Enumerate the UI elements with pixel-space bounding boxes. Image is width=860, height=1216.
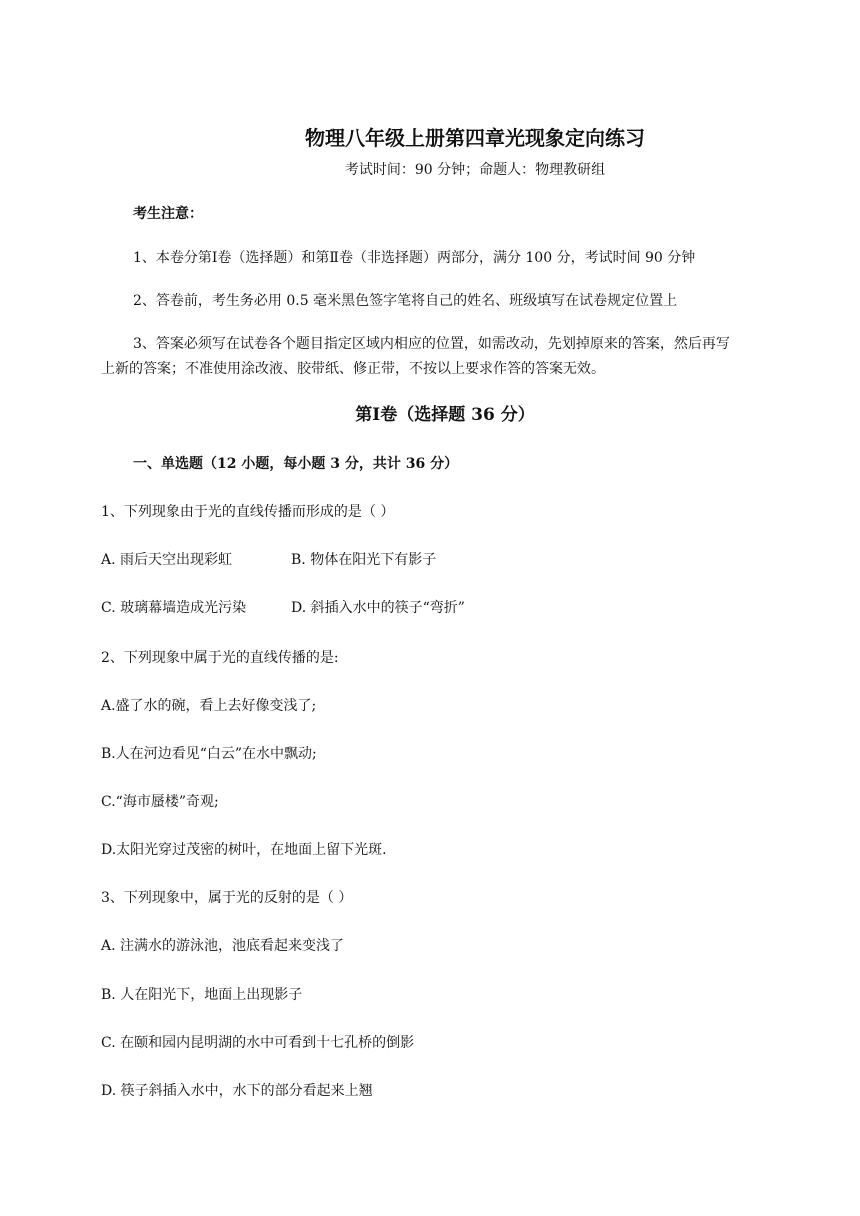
notice-item: 3、答案必须写在试卷各个题目指定区域内相应的位置，如需改动，先划掉原来的答案，然后再写 bbox=[133, 336, 730, 352]
answer-option: D. 斜插入水中的筷子“弯折” bbox=[291, 600, 465, 616]
part-heading: 一、单选题（12 小题，每小题 3 分，共计 36 分） bbox=[133, 456, 459, 472]
notice-heading: 考生注意： bbox=[133, 206, 203, 222]
answer-option: B. 人在阳光下，地面上出现影子 bbox=[101, 987, 303, 1003]
notice-item: 2、答卷前，考生务必用 0.5 毫米黑色签字笔将自己的姓名、班级填写在试卷规定位置上 bbox=[133, 293, 678, 309]
answer-option: A. 注满水的游泳池，池底看起来变浅了 bbox=[101, 938, 345, 954]
notice-item-continuation: 上新的答案；不准使用涂改液、胶带纸、修正带，不按以上要求作答的答案无效。 bbox=[101, 361, 605, 377]
exam-info: 考试时间：90 分钟；命题人：物理教研组 bbox=[344, 162, 606, 178]
answer-option: C. 玻璃幕墙造成光污染 bbox=[101, 600, 247, 616]
answer-option: A.盛了水的碗，看上去好像变浅了; bbox=[101, 698, 317, 714]
answer-option: C.“海市蜃楼”奇观; bbox=[101, 794, 219, 810]
question-stem: 1、下列现象由于光的直线传播而形成的是（ ） bbox=[101, 504, 395, 520]
answer-option: B. 物体在阳光下有影子 bbox=[291, 552, 437, 568]
notice-item: 1、本卷分第Ⅰ卷（选择题）和第Ⅱ卷（非选择题）两部分，满分 100 分，考试时间 90 分钟 bbox=[133, 250, 696, 266]
answer-option: A. 雨后天空出现彩虹 bbox=[101, 552, 233, 568]
question-stem: 3、下列现象中，属于光的反射的是（ ） bbox=[101, 890, 353, 906]
question-stem: 2、下列现象中属于光的直线传播的是: bbox=[101, 650, 339, 666]
page-title: 物理八年级上册第四章光现象定向练习 bbox=[305, 126, 645, 150]
answer-option: B.人在河边看见“白云”在水中飘动; bbox=[101, 746, 317, 762]
section-title: 第Ⅰ卷（选择题 36 分） bbox=[355, 405, 535, 425]
answer-option: C. 在颐和园内昆明湖的水中可看到十七孔桥的倒影 bbox=[101, 1035, 415, 1051]
answer-option: D.太阳光穿过茂密的树叶，在地面上留下光斑. bbox=[101, 842, 387, 858]
answer-option: D. 筷子斜插入水中，水下的部分看起来上翘 bbox=[101, 1083, 373, 1099]
